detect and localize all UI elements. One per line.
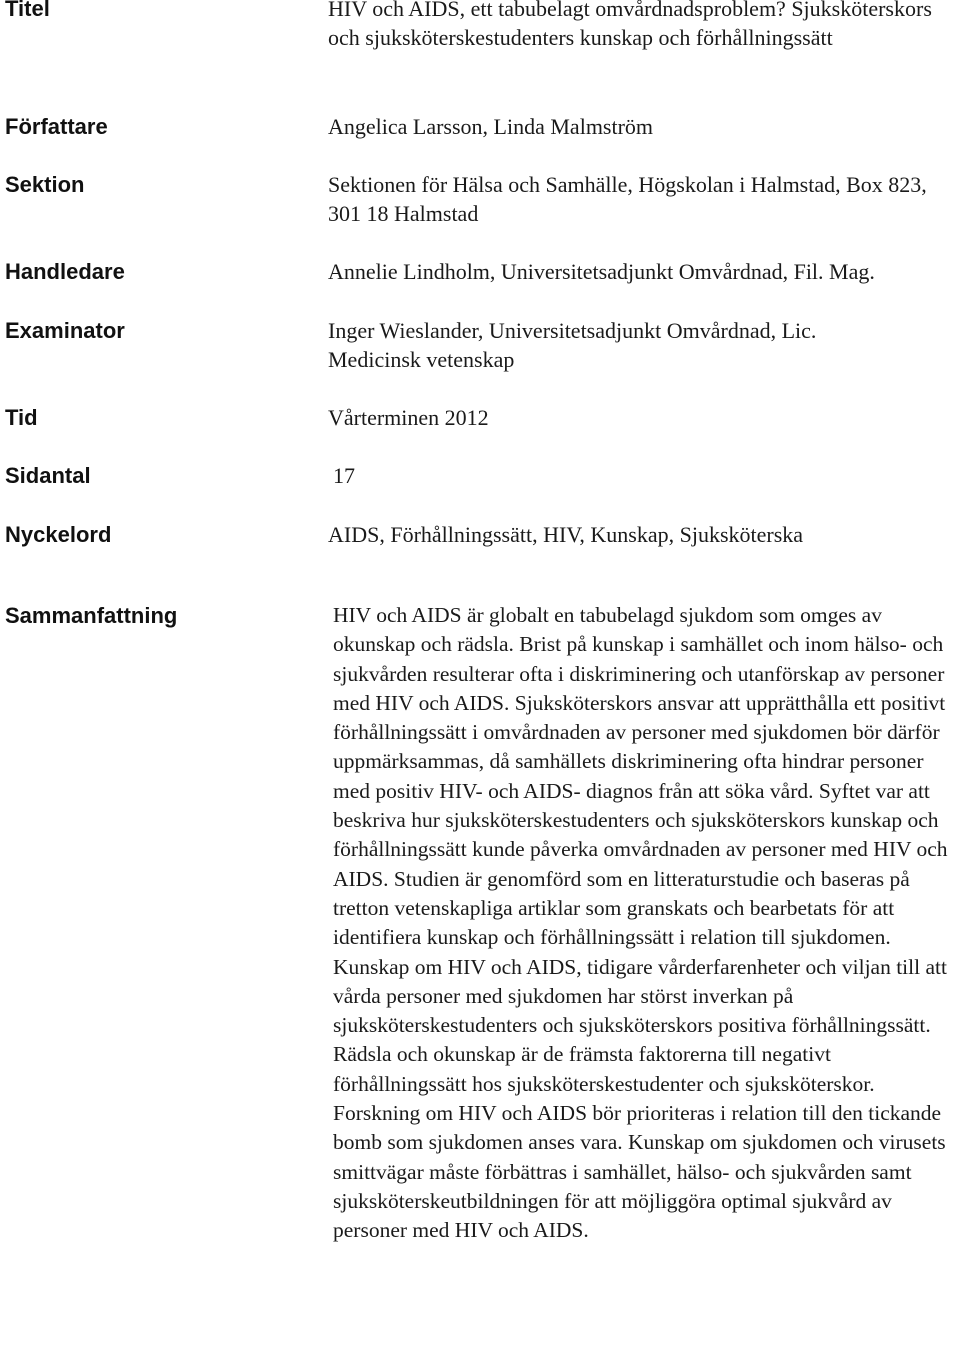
time-value: Vårterminen 2012 xyxy=(328,405,489,430)
keywords-value: AIDS, Förhållningssätt, HIV, Kunskap, Sjuksköterska xyxy=(328,522,804,547)
authors-label: Författare xyxy=(5,114,108,139)
examiner-label: Examinator xyxy=(5,318,125,343)
title-value: HIV och AIDS, ett tabubelagt omvårdnadsproblem? Sjuksköterskors och sjuksköterskestudenters kunskap och förhållningssätt xyxy=(328,0,932,51)
section-label: Sektion xyxy=(5,172,85,197)
summary-label: Sammanfattning xyxy=(5,603,178,628)
summary-text: HIV och AIDS är globalt en tabubelagd sjukdom som omges av okunskap och rädsla. Brist på kunskap i samhället och inom hälso- och sjukvården resulterar ofta i diskriminering och utanförskap av personer med HIV och AIDS. Sjuksköterskors ansvar att upprätthålla ett positivt förhållningssätt i omvårdnaden av personer med sjukdomen bör därför uppmärksammas, då samhällets diskriminering ofta hindrar personer med positiv HIV- och AIDS- diagnos från att söka vård. Syftet var att beskriva hur sjuksköterskestudenters och sjuksköterskors kunskap och förhållningssätt kunde påverka omvårdnaden av personer med HIV och AIDS. Studien är genomförd som en litteraturstudie och baseras på tretton vetenskapliga artiklar som granskats och bearbetats för att identifiera kunskap och förhållningssätt i relation till sjukdomen. Kunskap om HIV och AIDS, tidigare vårderfarenheter och viljan till att vårda personer med sjukdomen har störst inverkan på sjuksköterskestudenters och sjuksköterskors positiva förhållningssätt. Rädsla och okunskap är de främsta faktorerna till negativt förhållningssätt hos sjuksköterskestudenter och sjuksköterskor. Forskning om HIV och AIDS bör prioriteras i relation till den tickande bomb som sjukdomen anses vara. Kunskap om sjukdomen och virusets smittvägar måste förbättras i samhället, hälso- och sjukvården samt sjuksköterskeutbildningen för att möjliggöra optimal sjukvård av personer med HIV och AIDS. xyxy=(333,603,948,1243)
time-label: Tid xyxy=(5,405,38,430)
supervisor-value: Annelie Lindholm, Universitetsadjunkt Omvårdnad, Fil. Mag. xyxy=(328,259,875,284)
title-label: Titel xyxy=(5,0,50,21)
pages-label: Sidantal xyxy=(5,463,91,488)
section-value: Sektionen för Hälsa och Samhälle, Högskolan i Halmstad, Box 823, 301 18 Halmstad xyxy=(328,172,927,227)
supervisor-label: Handledare xyxy=(5,259,125,284)
authors-value: Angelica Larsson, Linda Malmström xyxy=(328,114,654,139)
examiner-value: Inger Wieslander, Universitetsadjunkt Omvårdnad, Lic. Medicinsk vetenskap xyxy=(328,318,817,373)
keywords-label: Nyckelord xyxy=(5,522,112,547)
pages-value: 17 xyxy=(333,463,355,488)
